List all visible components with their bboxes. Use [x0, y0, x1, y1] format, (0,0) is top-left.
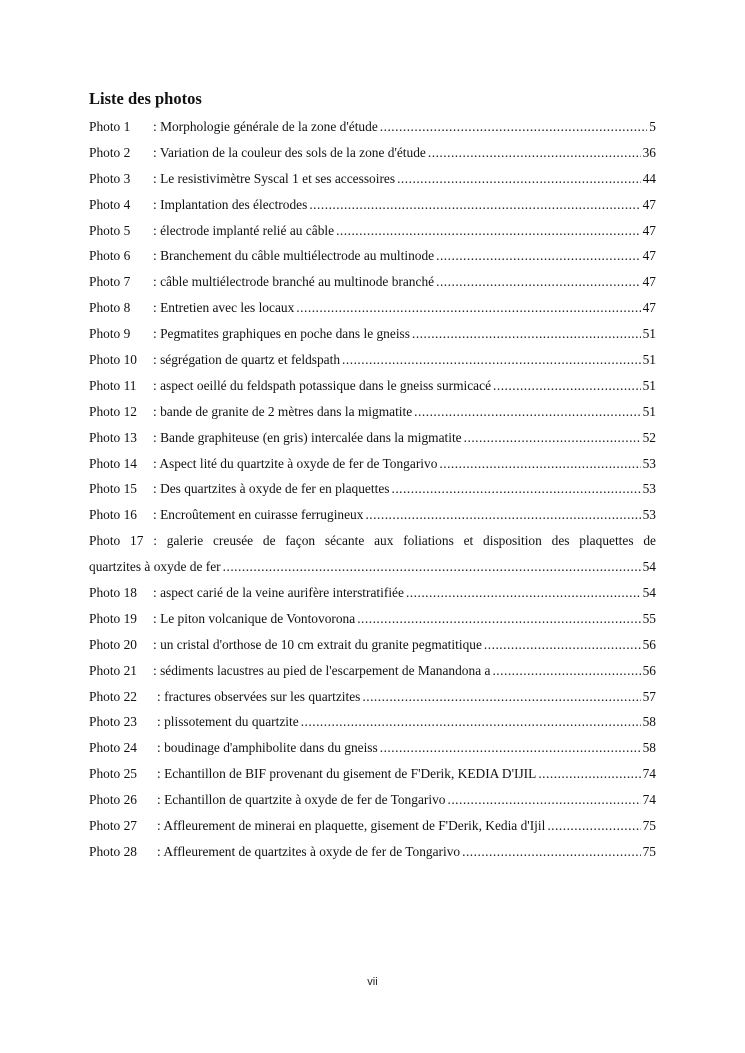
photo-page-number: 58 — [642, 714, 656, 730]
photo-page-number: 51 — [642, 326, 656, 342]
dot-leader — [336, 221, 641, 241]
photo-list-entry — [89, 169, 656, 195]
dot-leader — [492, 661, 640, 681]
photo-label: Photo 2 — [89, 144, 131, 160]
photo-description: : électrode implanté relié au câble — [153, 222, 335, 238]
photo-list-entry — [89, 583, 656, 609]
photo-page-number: 44 — [642, 170, 656, 186]
photo-list-entry — [89, 816, 656, 842]
photo-page-number: 51 — [642, 352, 656, 368]
photo-description: : un cristal d'orthose de 10 cm extrait du granite pegmatitique — [153, 636, 482, 652]
photo-list-entry — [89, 738, 656, 764]
photo-label: Photo 24 — [89, 740, 137, 756]
photo-label: Photo 18 — [89, 585, 137, 601]
photo-label: Photo 19 — [89, 610, 137, 626]
photo-description: : Des quartzites à oxyde de fer en plaquettes — [153, 481, 390, 497]
dot-leader — [412, 324, 641, 344]
dot-leader — [439, 454, 640, 474]
dot-leader — [406, 583, 641, 603]
photo-page-number: 47 — [642, 274, 656, 290]
photo-page-number: 58 — [642, 740, 656, 756]
photo-description: : Bande graphiteuse (en gris) intercalée dans la migmatite — [153, 429, 462, 445]
photo-description: : aspect carié de la veine aurifère interstratifiée — [153, 585, 404, 601]
dot-leader — [362, 687, 640, 707]
photo-list-entry — [89, 790, 656, 816]
dot-leader — [296, 298, 640, 318]
photo-description: : Echantillon de BIF provenant du gisement de F'Derik, KEDIA D'IJIL — [157, 766, 537, 782]
photo-list-entry — [89, 350, 656, 376]
photo-list-entry — [89, 764, 656, 790]
photo-list-entry — [89, 712, 656, 738]
dot-leader — [357, 609, 640, 629]
photo-page-number: 47 — [642, 300, 656, 316]
photo-page-number: 56 — [642, 636, 656, 652]
photo-label: Photo 10 — [89, 352, 137, 368]
photo-label: Photo 14 — [89, 455, 137, 471]
photo-label: Photo 20 — [89, 636, 137, 652]
photo-label: Photo 7 — [89, 274, 131, 290]
photo-list-entry — [89, 479, 656, 505]
photo-list-entry — [89, 195, 656, 221]
photo-page-number: 75 — [642, 818, 656, 834]
list-title: Liste des photos — [89, 89, 202, 108]
photo-list-entry — [89, 842, 656, 868]
photo-label: Photo 9 — [89, 326, 131, 342]
dot-leader — [447, 790, 640, 810]
photo-label: Photo 25 — [89, 766, 137, 782]
photo-label: Photo 4 — [89, 196, 131, 212]
photo-list-entry — [89, 505, 656, 531]
entry-17-first-line — [89, 531, 656, 557]
entry-17-first-line-text: Photo 17 : galerie creusée de façon sécante aux foliations et disposition des plaquettes de — [89, 533, 656, 549]
photo-description: : Affleurement de quartzites à oxyde de fer de Tongarivo — [157, 843, 461, 859]
photo-label: Photo 1 — [89, 119, 131, 134]
photo-description: : Affleurement de minerai en plaquette, gisement de F'Derik, Kedia d'Ijil — [157, 818, 546, 834]
photo-label: Photo 13 — [89, 429, 137, 445]
photo-label: Photo 26 — [89, 792, 137, 808]
photo-list-entry — [89, 143, 656, 169]
photo-page-number: 47 — [642, 196, 656, 212]
photo-label: Photo 27 — [89, 818, 137, 834]
photo-description: : Le resistivimètre Syscal 1 et ses accessoires — [153, 170, 396, 186]
photo-list-entry — [89, 687, 656, 713]
photo-label: Photo 28 — [89, 843, 137, 859]
dot-leader — [309, 195, 640, 215]
photo-label: Photo 16 — [89, 507, 137, 523]
photo-list-entry — [89, 117, 656, 143]
photo-description: : ségrégation de quartz et feldspath — [153, 352, 341, 368]
photo-page-number: 51 — [642, 377, 656, 393]
photo-label: Photo 21 — [89, 662, 137, 678]
photo-label: Photo 6 — [89, 248, 131, 264]
dot-leader — [484, 635, 641, 655]
photo-page-number: 74 — [642, 766, 656, 782]
dot-leader — [397, 169, 641, 189]
dot-leader — [538, 764, 640, 784]
dot-leader — [414, 402, 640, 422]
photo-list-entry — [89, 246, 656, 272]
photo-label: Photo 22 — [89, 688, 137, 704]
photo-label: Photo 5 — [89, 222, 131, 238]
photo-list-entry — [89, 402, 656, 428]
photo-page-number: 5 — [649, 119, 656, 134]
photo-description: : Pegmatites graphiques en poche dans le gneiss — [153, 326, 410, 342]
photo-page-number: 53 — [642, 481, 656, 497]
photo-description: : aspect oeillé du feldspath potassique dans le gneiss surmicacé — [153, 377, 492, 393]
dot-leader — [436, 246, 641, 266]
entry-17-page-number: 54 — [642, 559, 656, 575]
photo-list-entry — [89, 324, 656, 350]
photo-description: : boudinage d'amphibolite dans du gneiss — [157, 740, 378, 756]
photo-description: : Echantillon de quartzite à oxyde de fer de Tongarivo — [157, 792, 446, 808]
photo-description: : Encroûtement en cuirasse ferrugineux — [153, 507, 364, 523]
dot-leader — [380, 738, 641, 758]
photo-list — [89, 117, 656, 868]
dot-leader — [493, 376, 641, 396]
photo-description: : Aspect lité du quartzite à oxyde de fer de Tongarivo — [153, 455, 438, 471]
photo-list-entry — [89, 376, 656, 402]
dot-leader — [436, 272, 641, 292]
dot-leader — [223, 557, 641, 577]
photo-description: : Branchement du câble multiélectrode au multinode — [153, 248, 435, 264]
photo-description: : fractures observées sur les quartzites — [157, 688, 361, 704]
photo-page-number: 57 — [642, 688, 656, 704]
photo-description: : Morphologie générale de la zone d'étude — [153, 119, 378, 134]
page-number-footer: vii — [367, 976, 378, 988]
photo-page-number: 47 — [642, 222, 656, 238]
photo-list-entry — [89, 454, 656, 480]
photo-page-number: 75 — [642, 843, 656, 859]
dot-leader — [342, 350, 641, 370]
photo-description: : bande de granite de 2 mètres dans la migmatite — [153, 403, 413, 419]
photo-list-entry — [89, 609, 656, 635]
photo-page-number: 55 — [642, 610, 656, 626]
photo-list-entry — [89, 298, 656, 324]
photo-label: Photo 11 — [89, 377, 137, 393]
photo-page-number: 52 — [642, 429, 656, 445]
entry-17-second-line-text: quartzites à oxyde de fer — [89, 559, 221, 575]
photo-description: : Variation de la couleur des sols de la zone d'étude — [153, 144, 426, 160]
photo-list-entry — [89, 272, 656, 298]
photo-list-entry — [89, 221, 656, 247]
photo-list-entry — [89, 428, 656, 454]
photo-page-number: 56 — [642, 662, 656, 678]
photo-list-entry — [89, 635, 656, 661]
photo-page-number: 54 — [642, 585, 656, 601]
photo-page-number: 53 — [642, 507, 656, 523]
photo-page-number: 36 — [642, 144, 656, 160]
photo-description: : Implantation des électrodes — [153, 196, 308, 212]
dot-leader — [391, 479, 640, 499]
dot-leader — [462, 842, 641, 862]
dot-leader — [464, 428, 641, 448]
photo-description: : câble multiélectrode branché au multinode branché — [153, 274, 435, 290]
photo-label: Photo 15 — [89, 481, 137, 497]
dot-leader — [301, 712, 641, 732]
photo-page-number: 47 — [642, 248, 656, 264]
dot-leader — [380, 117, 648, 137]
photo-list-part-1 — [89, 117, 656, 531]
photo-label: Photo 8 — [89, 300, 131, 316]
photo-label: Photo 12 — [89, 403, 137, 419]
photo-page-number: 53 — [642, 455, 656, 471]
photo-description: : sédiments lacustres au pied de l'escarpement de Manandona a — [153, 662, 491, 678]
dot-leader — [365, 505, 640, 525]
photo-label: Photo 23 — [89, 714, 137, 730]
dot-leader — [428, 143, 641, 163]
dot-leader — [547, 816, 640, 836]
photo-description: : plissotement du quartzite — [157, 714, 299, 730]
photo-list-entry — [89, 661, 656, 687]
entry-17-second-line — [89, 557, 656, 583]
photo-page-number: 51 — [642, 403, 656, 419]
photo-description: : Le piton volcanique de Vontovorona — [153, 610, 356, 626]
photo-list-entry-17 — [89, 531, 656, 583]
photo-description: : Entretien avec les locaux — [153, 300, 295, 316]
photo-page-number: 74 — [642, 792, 656, 808]
photo-label: Photo 3 — [89, 170, 131, 186]
photo-list-part-2 — [89, 583, 656, 868]
